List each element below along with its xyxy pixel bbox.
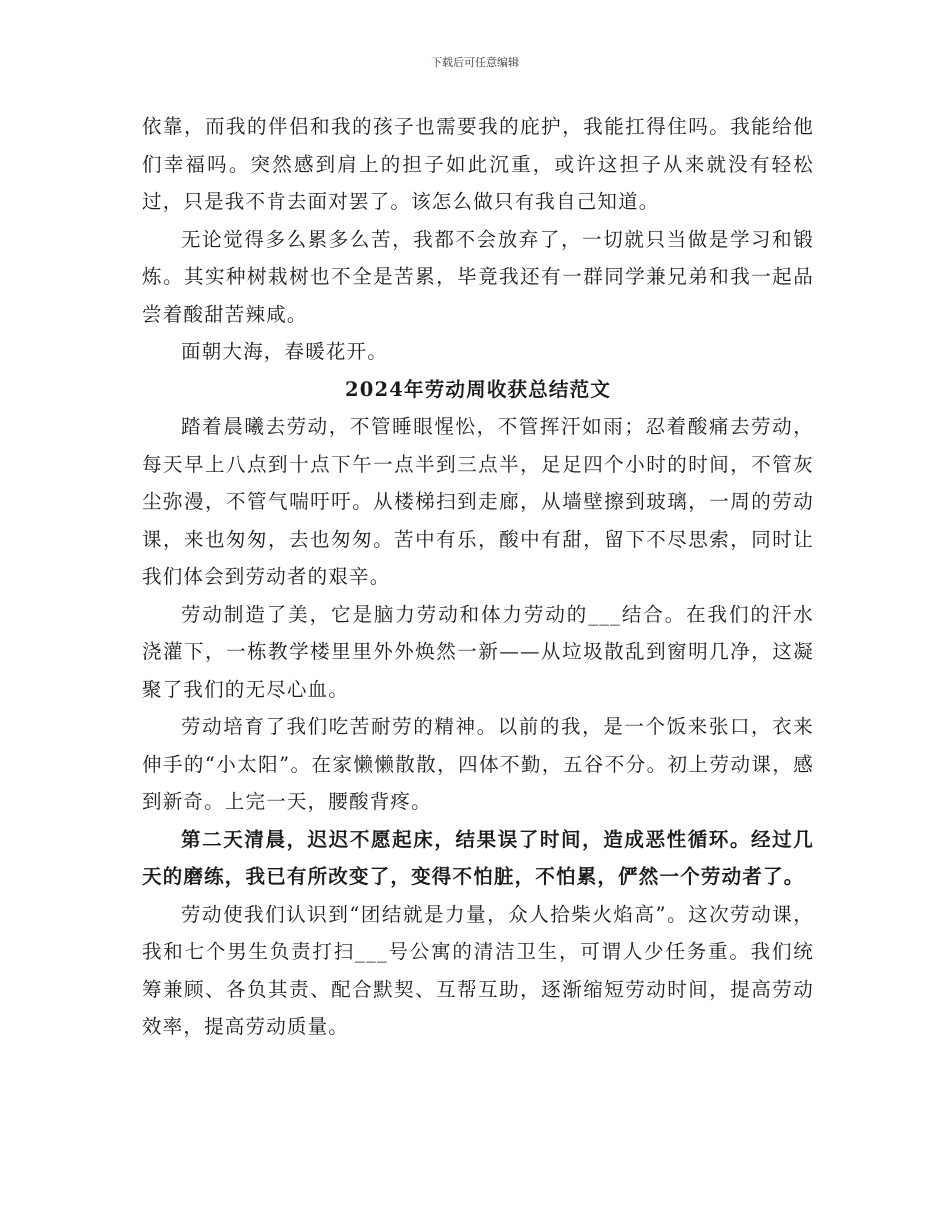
- page-header: 下载后可任意编辑: [431, 56, 519, 69]
- paragraph-bold: 第二天清晨，迟迟不愿起床，结果误了时间，造成恶性循环。经过几天的磨练，我已有所改变了，变得不怕脏，不怕累，俨然一个劳动者了。: [142, 827, 814, 888]
- paragraph: 踏着晨曦去劳动，不管睡眼惺忪，不管挥汗如雨；忍着酸痛去劳动，每天早上八点到十点下午一点半到三点半，足足四个小时的时间，不管灰尘弥漫，不管气喘吁吁。从楼梯扫到走廊，从墙壁擦到玻璃，一周的劳动课，来也匆匆，去也匆匆。苦中有乐，酸中有甜，留下不尽思索，同时让我们体会到劳动者的艰辛。: [142, 415, 814, 588]
- section-title: 2024年劳动周收获总结范文: [344, 377, 612, 401]
- paragraph: 劳动培育了我们吃苦耐劳的精神。以前的我，是一个饭来张口，衣来伸手的“小太阳”。在家懒懒散散，四体不勤，五谷不分。初上劳动课，感到新奇。上完一天，腰酸背疼。: [142, 715, 814, 813]
- paragraph: 劳动使我们认识到“团结就是力量，众人拾柴火焰高”。这次劳动课，我和七个男生负责打扫___号公寓的清洁卫生，可谓人少任务重。我们统筹兼顾、各负其责、配合默契、互帮互助，逐渐缩短劳动时间，提高劳动效率，提高劳动质量。: [142, 902, 814, 1038]
- paragraph: 面朝大海，春暖花开。: [181, 340, 389, 363]
- paragraph: 劳动制造了美，它是脑力劳动和体力劳动的___结合。在我们的汗水浇灌下，一栋教学楼里里外外焕然一新——从垃圾散乱到窗明几净，这凝聚了我们的无尽心血。: [142, 602, 814, 701]
- paragraph-continued: 依靠，而我的伴侣和我的孩子也需要我的庇护，我能扛得住吗。我能给他们幸福吗。突然感到肩上的担子如此沉重，或许这担子从来就没有轻松过，只是我不肯去面对罢了。该怎么做只有我自己知道。: [142, 115, 814, 213]
- document-body: [142, 108, 814, 1046]
- paragraph: 无论觉得多么累多么苦，我都不会放弃了，一切就只当做是学习和锻炼。其实种树栽树也不全是苦累，毕竟我还有一群同学兼兄弟和我一起品尝着酸甜苦辣咸。: [142, 227, 814, 326]
